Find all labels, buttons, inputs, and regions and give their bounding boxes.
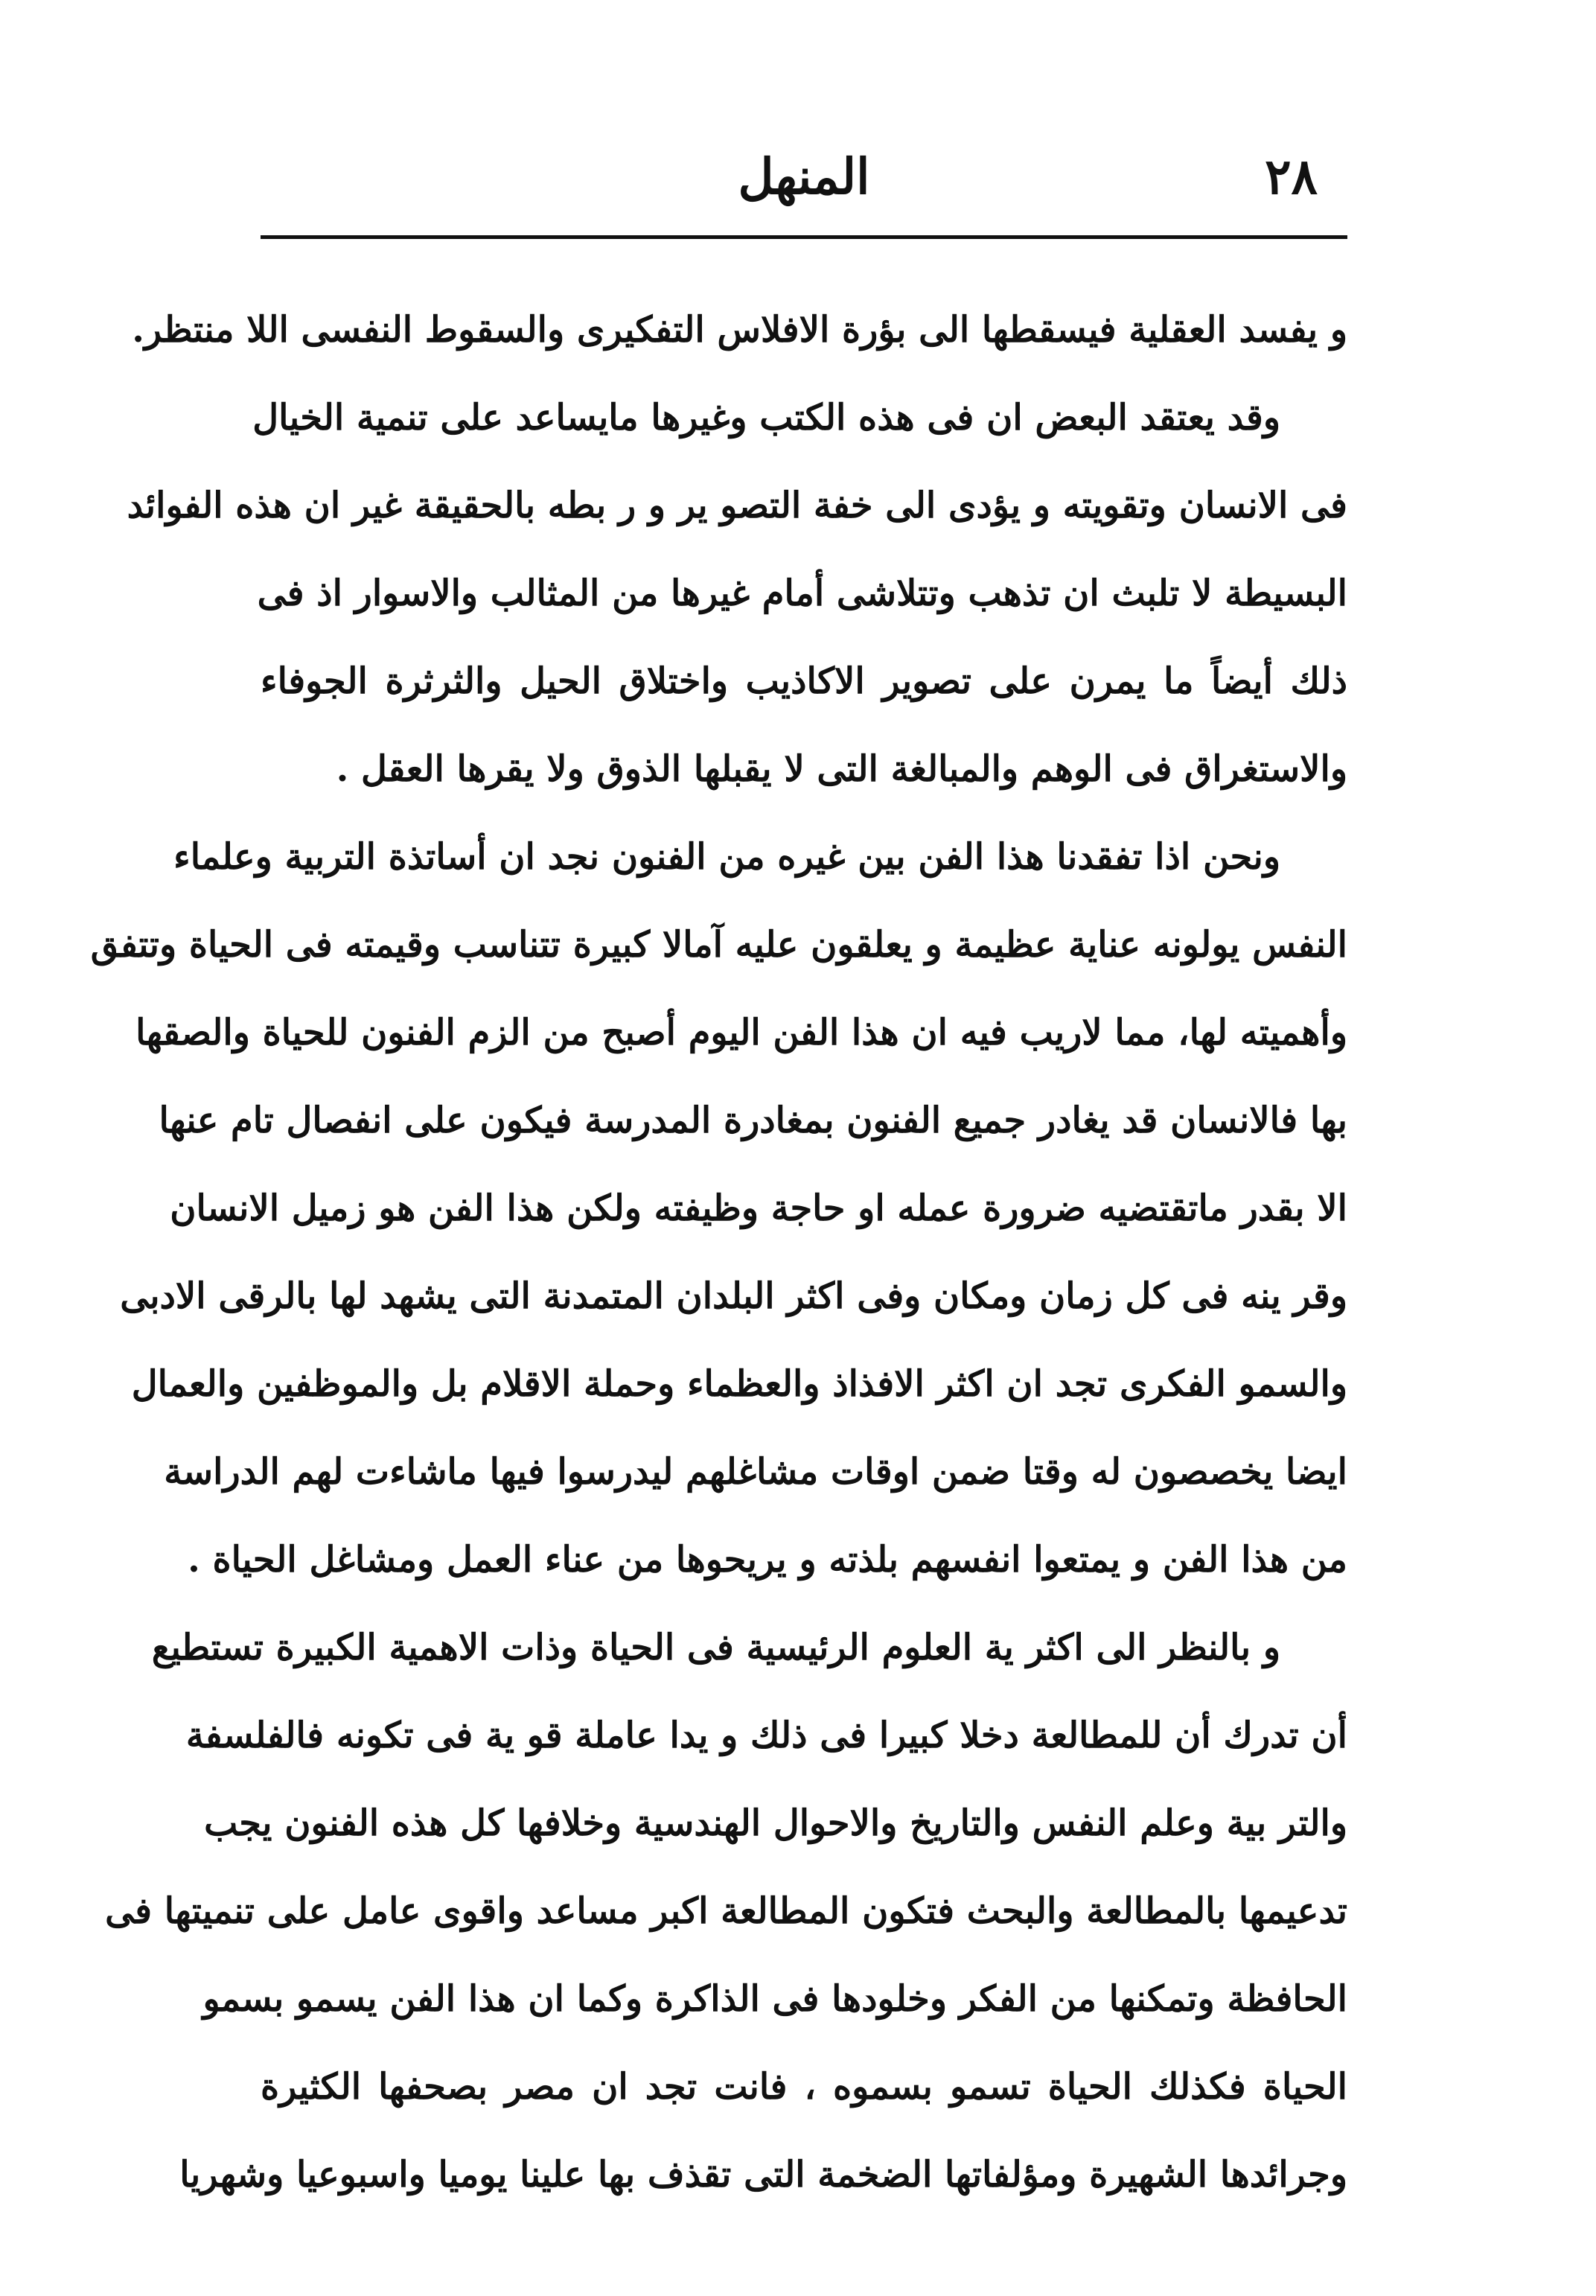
text-line: و بالنظر الى اكثر ية العلوم الرئيسية فى الحياة وذات الاهمية الكبيرة تستطيع (151, 1627, 1280, 1668)
text-line: تدعيمها بالمطالعة والبحث فتكون المطالعة اكبر مساعد واقوى عامل على تنميتها فى (105, 1890, 1347, 1932)
text-line: النفس يولونه عناية عظيمة و يعلقون عليه آمالا كبيرة تتناسب وقيمته فى الحياة وتتفق (90, 924, 1347, 966)
page-header (261, 147, 1347, 222)
text-line: والسمو الفكرى تجد ان اكثر الافذاذ والعظماء وحملة الاقلام بل والموظفين والعمال (131, 1363, 1347, 1405)
text-line: فى الانسان وتقويته و يؤدى الى خفة التصو ير و ر بطه بالحقيقة غير ان هذه الفوائد (127, 485, 1347, 526)
text-line: أن تدرك أن للمطالعة دخلا كبيرا فى ذلك و يدا عاملة قو ية فى تكونه فالفلسفة (185, 1715, 1347, 1756)
text-line: وقر ينه فى كل زمان ومكان وفى اكثر البلدان المتمدنة التى يشهد لها بالرقى الادبى (120, 1275, 1347, 1317)
text-line: ذلك أيضاً ما يمرن على تصوير الاكاذيب واختلاق الحيل والثرثرة الجوفاء (261, 660, 1347, 702)
text-line: الحافظة وتمكنها من الفكر وخلودها فى الذاكرة وكما ان هذا الفن يسمو بسمو (202, 1978, 1347, 2020)
text-line: ونحن اذا تفقدنا هذا الفن بين غيره من الفنون نجد ان أساتذة التربية وعلماء (173, 836, 1280, 878)
page-number: ٢٨ (1265, 147, 1318, 205)
text-line: من هذا الفن و يمتعوا انفسهم بلذته و يريحوها من عناء العمل ومشاغل الحياة . (188, 1539, 1347, 1581)
text-line: الا بقدر ماتقتضيه ضرورة عمله او حاجة وظيفته ولكن هذا الفن هو زميل الانسان (170, 1187, 1347, 1229)
text-line: البسيطة لا تلبث ان تذهب وتتلاشى أمام غيرها من المثالب والاسوار اذ فى (257, 573, 1347, 614)
text-line: بها فالانسان قد يغادر جميع الفنون بمغادرة المدرسة فيكون على انفصال تام عنها (159, 1100, 1347, 1141)
text-line: وقد يعتقد البعض ان فى هذه الكتب وغيرها مايساعد على تنمية الخيال (252, 397, 1280, 439)
text-line: الحياة فكذلك الحياة تسمو بسموه ، فانت تجد ان مصر بصحفها الكثيرة (261, 2066, 1348, 2108)
header-divider (261, 235, 1347, 239)
text-line: وأهميته لها، مما لاريب فيه ان هذا الفن اليوم أصبح من الزم الفنون للحياة والصقها (135, 1012, 1347, 1053)
journal-title: المنهل (738, 147, 870, 205)
text-line: والتر بية وعلم النفس والتاريخ والاحوال الهندسية وخلافها كل هذه الفنون يجب (204, 1802, 1347, 1844)
text-line: و يفسد العقلية فيسقطها الى بؤرة الافلاس التفكيرى والسقوط النفسى اللا منتظر. (132, 309, 1347, 351)
text-line: ايضا يخصصون له وقتا ضمن اوقات مشاغلهم ليدرسوا فيها ماشاءت لهم الدراسة (164, 1451, 1347, 1493)
text-line: وجرائدها الشهيرة ومؤلفاتها الضخمة التى تقذف بها علينا يوميا واسبوعيا وشهريا (179, 2154, 1347, 2195)
body-text (90, 286, 1348, 2219)
text-line: والاستغراق فى الوهم والمبالغة التى لا يقبلها الذوق ولا يقرها العقل . (336, 748, 1347, 790)
